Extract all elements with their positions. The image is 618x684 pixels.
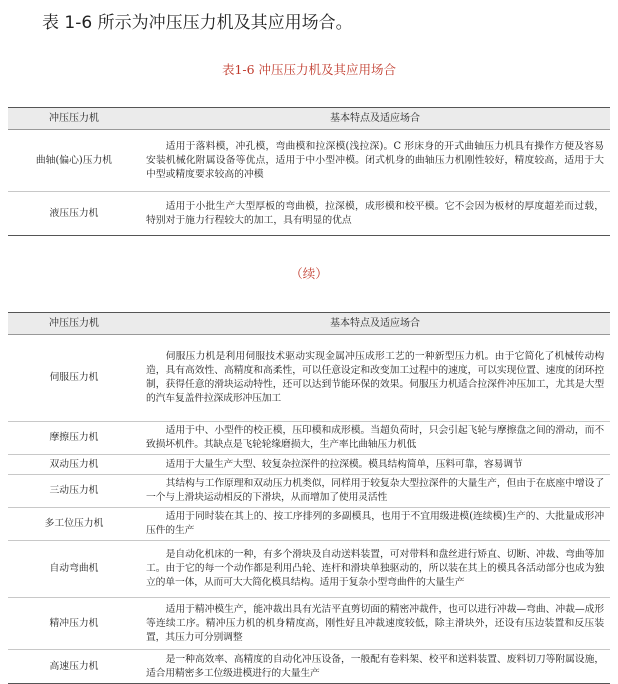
header-features: 基本特点及适应场合 [140,108,610,130]
press-name-cell: 三动压力机 [8,475,140,508]
table-row [8,422,610,455]
intro-sentence: 表 1-6 所示为冲压压力机及其应用场合。 [42,13,353,33]
table-row [8,541,610,598]
table-row [8,335,610,422]
press-name-cell: 多工位压力机 [8,508,140,541]
press-name-cell: 高速压力机 [8,650,140,684]
table-row [8,508,610,541]
press-desc-cell: 伺服压力机是利用伺服技术驱动实现金属冲压成形工艺的一种新型压力机。由于它简化了机械传动构造，具有高效性、高精度和高柔性，可以任意设定和改变加工过程中的速度，可以实现位置、速度的闭环控制，获得任意的滑块运动特性，还可以达到节能环保的效果。伺服压力机适合拉深件冲压加工，尤其是大型的汽车复盖件拉深成形冲压加工 [140,335,610,422]
header-press-type: 冲压压力机 [8,108,140,130]
press-name-cell: 精冲压力机 [8,598,140,650]
press-name-cell: 自动弯曲机 [8,541,140,598]
press-desc-cell: 适用于小批生产大型厚板的弯曲模，拉深模，成形模和校平模。它不会因为板材的厚度超差而过载，特别对于施力行程较大的加工，具有明显的优点 [140,192,610,236]
table-row [8,475,610,508]
press-desc-cell: 其结构与工作原理和双动压力机类似，同样用于较复杂大型拉深件的大量生产，但由于在底座中增设了一个与上滑块运动相反的下滑块，从而增加了使用灵活性 [140,475,610,508]
press-desc-cell: 适用于中、小型件的校正模，压印模和成形模。当超负荷时，只会引起飞轮与摩擦盘之间的滑动，而不致损坏机件。其缺点是飞轮轮缘磨损大，生产率比曲轴压力机低 [140,422,610,455]
press-table-continued [8,312,610,684]
press-name-cell: 液压压力机 [8,192,140,236]
press-desc-cell: 适用于精冲模生产，能冲裁出具有光洁平直剪切面的精密冲裁件，也可以进行冲裁—弯曲、冲裁—成形等连续工序。精冲压力机的机身精度高，刚性好且冲裁速度较低，除主滑块外，还设有压边装置和反压装置，其压力可分别调整 [140,598,610,650]
table-row [8,192,610,236]
header-features: 基本特点及适应场合 [140,313,610,335]
press-desc-cell: 适用于大量生产大型、较复杂拉深件的拉深模。模具结构简单，压料可靠，容易调节 [140,455,610,475]
press-desc-cell: 适用于落料模，冲孔模，弯曲模和拉深模(浅拉深)。C 形床身的开式曲轴压力机具有操作方便及容易安装机械化附属设备等优点，适用于中小型冲模。闭式机身的曲轴压力机刚性较好，精度较高，适用于大中型或精度要求较高的冲模 [140,130,610,192]
press-name-cell: 曲轴(偏心)压力机 [8,130,140,192]
table-caption: 表1-6 冲压压力机及其应用场合 [221,62,397,77]
press-desc-cell: 适用于同时装在其上的、按工序排列的多副模具，也用于不宜用级进模(连续模)生产的、大批量成形冲压件的生产 [140,508,610,541]
table-header-row [8,108,610,130]
press-name-cell: 伺服压力机 [8,335,140,422]
press-desc-cell: 是自动化机床的一种，有多个滑块及自动送料装置，可对带料和盘丝进行矫直、切断、冲裁、弯曲等加工。由于它的每一个动作都是利用凸轮、连杆和滑块单独驱动的，所以装在其上的模具各活动部分也成为独立的单一体，从而可大大简化模具结构。适用于复杂小型弯曲件的大量生产 [140,541,610,598]
header-press-type: 冲压压力机 [8,313,140,335]
press-name-cell: 双动压力机 [8,455,140,475]
table-row [8,455,610,475]
press-table [8,107,610,236]
table-row [8,598,610,650]
table-row [8,130,610,192]
press-desc-cell: 是一种高效率、高精度的自动化冲压设备，一般配有卷料架、校平和送料装置、废料切刀等附属设施，适合用精密多工位级进模进行的大量生产 [140,650,610,684]
press-name-cell: 摩擦压力机 [8,422,140,455]
table-header-row [8,313,610,335]
continued-caption: （续） [290,266,328,281]
table-row [8,650,610,684]
